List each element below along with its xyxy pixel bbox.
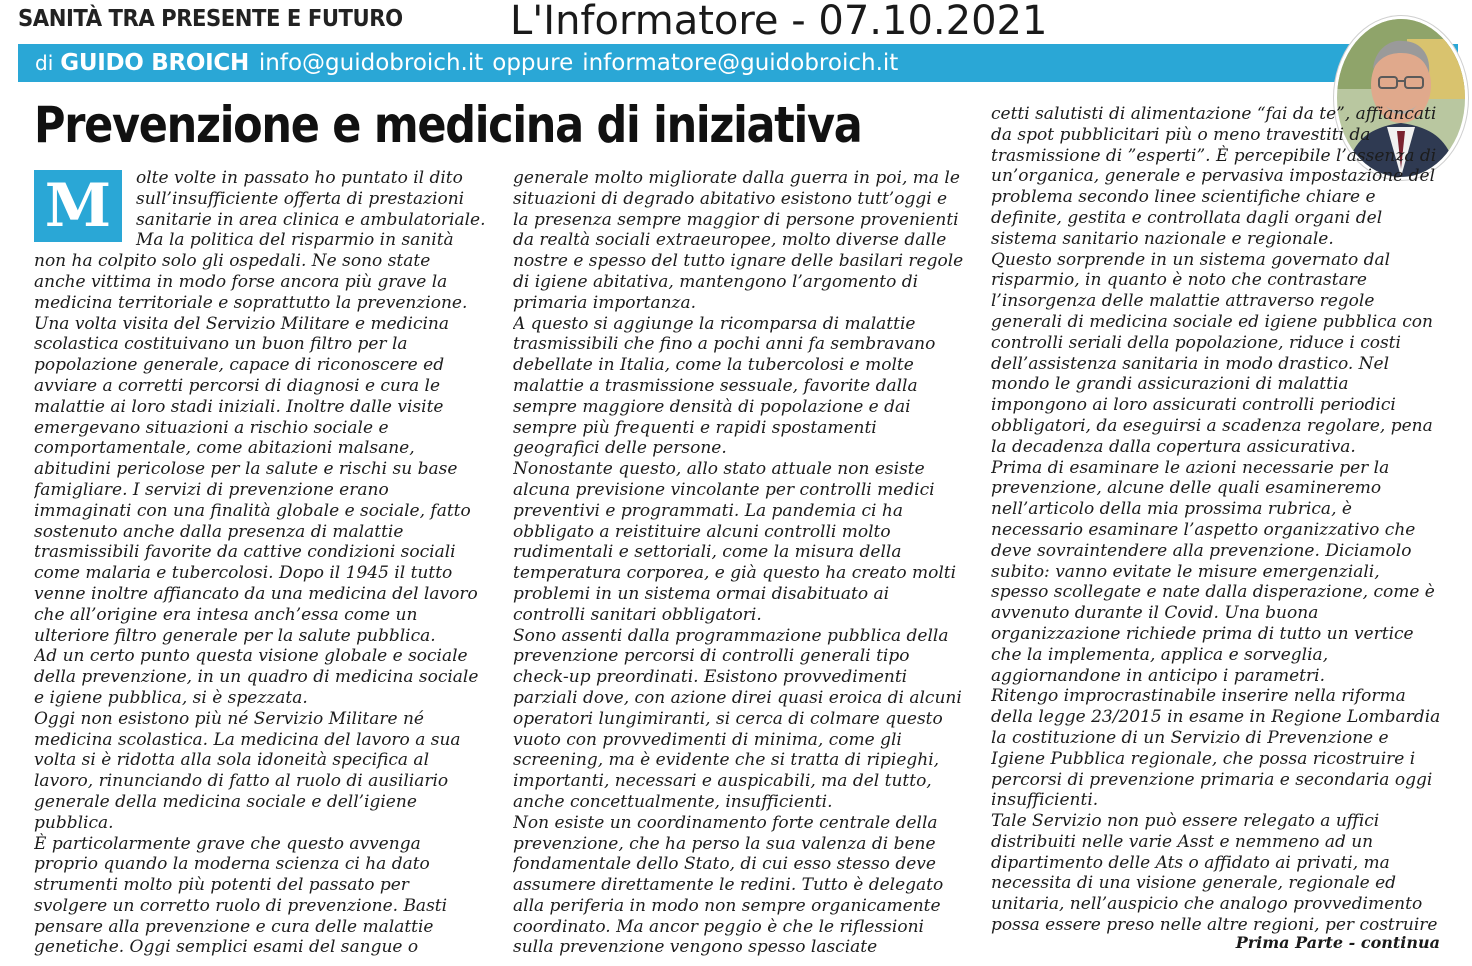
paragraph: Nonostante questo, allo stato attuale non esiste alcuna previsione vincolante per controlli medici preventivi e programmati. La pandemia ci ha obbligato a reistituire alcuni controlli molto rudimentali e settoriali, come la misura della temperatura corporea, e già questo ha creato molti problemi in un sistema ormai disabituato ai controlli sanitari obbligatori. <box>513 459 957 625</box>
drop-cap: M <box>34 170 122 242</box>
article-title: Prevenzione e medicina di iniziativa <box>34 96 862 154</box>
author-email-separator: oppure <box>492 50 574 76</box>
author-band <box>18 44 1458 82</box>
continuation-note: Prima Parte - continua <box>1235 933 1440 952</box>
author-name: GUIDO BROICH <box>60 50 249 76</box>
author-email-secondary[interactable]: informatore@guidobroich.it <box>582 50 899 76</box>
section-rubric: SANITÀ TRA PRESENTE E FUTURO <box>18 6 403 32</box>
author-by: di <box>35 51 54 75</box>
paragraph: Ritengo improcrastinabile inserire nella riforma della legge 23/2015 in esame in Regione Lombardia la costituzione di un Servizio di Prevenzione e Igiene Pubblica regionale, che possa ricostruire i percorsi di prevenzione primaria e secondaria oggi insufficienti. <box>991 686 1441 811</box>
paragraph: olte volte in passato ho puntato il dito sull’insufficiente offerta di prestazioni sanitarie in area clinica e ambulatoriale. Ma la politica del risparmio in sanità non ha colpito solo gli ospedali. Ne sono state anche vittima in modo forse ancora più grave la medicina territoriale e soprattutto la prevenzione. Una volta visita del Servizio Militare e medicina scolastica costituivano un buon filtro per la popolazione generale, capace di riconoscere ed avviare a corretti percorsi di diagnosi e cura le malattie ai loro stadi iniziali. Inoltre dalle visite emergevano situazioni a rischio sociale e comportamentale, come abitazioni malsane, abitudini pericolose per la salute e rischi su base famigliare. I servizi di prevenzione erano immaginati con una finalità globale e sociale, fatto sostenuto anche dalla presenza di malattie trasmissibili favorite da cattive condizioni sociali come malaria e tubercolosi. Dopo il 1945 il tutto venne inoltre affiancato da una medicina del lavoro che all’origine era intesa anch’essa come un ulteriore filtro generale per la salute pubblica. <box>34 168 486 646</box>
article-column-3 <box>991 104 1441 936</box>
article-column-2 <box>513 168 965 958</box>
paragraph: Non esiste un coordinamento forte centrale della prevenzione, che ha perso la sua valenza di bene fondamentale dello Stato, di cui esso stesso deve assumere direttamente le redini. Tutto è delegato alla periferia in modo non sempre organicamente coordinato. Ma ancor peggio è che le riflessioni sulla prevenzione vengono spesso lasciate <box>513 812 944 958</box>
paragraph: È particolarmente grave che questo avvenga proprio quando la moderna scienza ci ha dato strumenti molto più potenti del passato per svolgere un corretto ruolo di prevenzione. Basti pensare alla prevenzione e cura delle malattie genetiche. Oggi semplici esami del sangue o <box>34 833 448 958</box>
masthead: L'Informatore - 07.10.2021 <box>510 0 1048 44</box>
paragraph: Sono assenti dalla programmazione pubblica della prevenzione percorsi di controlli generali tipo check-up preordinati. Esistono provvedimenti parziali dove, con azione direi quasi eroica di alcuni operatori lungimiranti, si cerca di colmare questo vuoto con provvedimenti di minima, come gli screening, ma è evidente che si tratta di ripieghi, importanti, necessari e auspicabili, ma del tutto, anche concettualmente, insufficienti. <box>513 625 962 812</box>
paragraph: cetti salutisti di alimentazione “fai da te”, affiancati da spot pubblicitari più o meno travestiti da trasmissione di ”esperti”. È percepibile l’assenza di un’organica, generale e pervasiva impostazione del problema secondo linee scientifiche chiare e definite, gestita e controllata dagli organi del sistema sanitario nazionale e regionale. <box>991 104 1437 249</box>
paragraph: Prima di esaminare le azioni necessarie per la prevenzione, alcune delle quali esamineremo nell’articolo della mia prossima rubrica, è necessario esaminare l’aspetto organizzativo che deve sovraintendere alla prevenzione. Diciamolo subito: vanno evitate le misure emergenziali, spesso scollegate e nate dalla disperazione, come è avvenuto durante il Covid. Una buona organizzazione richiede prima di tutto un vertice che la implementa, applica e sorveglia, aggiornandone in anticipo i parametri. <box>991 457 1435 686</box>
paragraph: A questo si aggiunge la ricomparsa di malattie trasmissibili che fino a pochi anni fa sembravano debellate in Italia, come la tubercolosi e molte malattie a trasmissione sessuale, favorite dalla sempre maggiore densità di popolazione e dai sempre più frequenti e rapidi spostamenti geografici delle persone. <box>513 313 936 459</box>
paragraph: Ad un certo punto questa visione globale e sociale della prevenzione, in un quadro di medicina sociale e igiene pubblica, si è spezzata. <box>34 646 479 708</box>
paragraph: Tale Servizio non può essere relegato a uffici distribuiti nelle varie Asst e nemmeno ad un dipartimento delle Ats o affidato ai privati, ma necessita di una visione generale, regionale ed unitaria, nell’auspicio che analogo provvedimento possa essere preso nelle altre regioni, per costruire <box>991 811 1438 936</box>
article-column-1 <box>34 168 486 958</box>
paragraph: generale molto migliorate dalla guerra in poi, ma le situazioni di degrado abitativo esistono tutt’oggi e la presenza sempre maggior di persone provenienti da realtà sociali extraeuropee, molto diverse dalle nostre e spesso del tutto ignare delle basilari regole di igiene abitativa, mantengono l’argomento di primaria importanza. <box>513 168 964 313</box>
author-email-primary[interactable]: info@guidobroich.it <box>258 50 484 76</box>
paragraph: Oggi non esistono più né Servizio Militare né medicina scolastica. La medicina del lavoro a sua volta si è ridotta alla sola idoneità specifica al lavoro, rinunciando di fatto al ruolo di ausiliario generale della medicina sociale e dell’igiene pubblica. <box>34 708 461 833</box>
paragraph: Questo sorprende in un sistema governato dal risparmio, in quanto è noto che contrastare l’insorgenza delle malattie attraverso regole generali di medicina sociale ed igiene pubblica con controlli seriali della popolazione, riduce i costi dell’assistenza sanitaria in modo drastico. Nel mondo le grandi assicurazioni di malattia impongono ai loro assicurati controlli periodici obbligatori, da eseguirsi a scadenza regolare, pena la decadenza dalla copertura assicurativa. <box>991 249 1433 457</box>
